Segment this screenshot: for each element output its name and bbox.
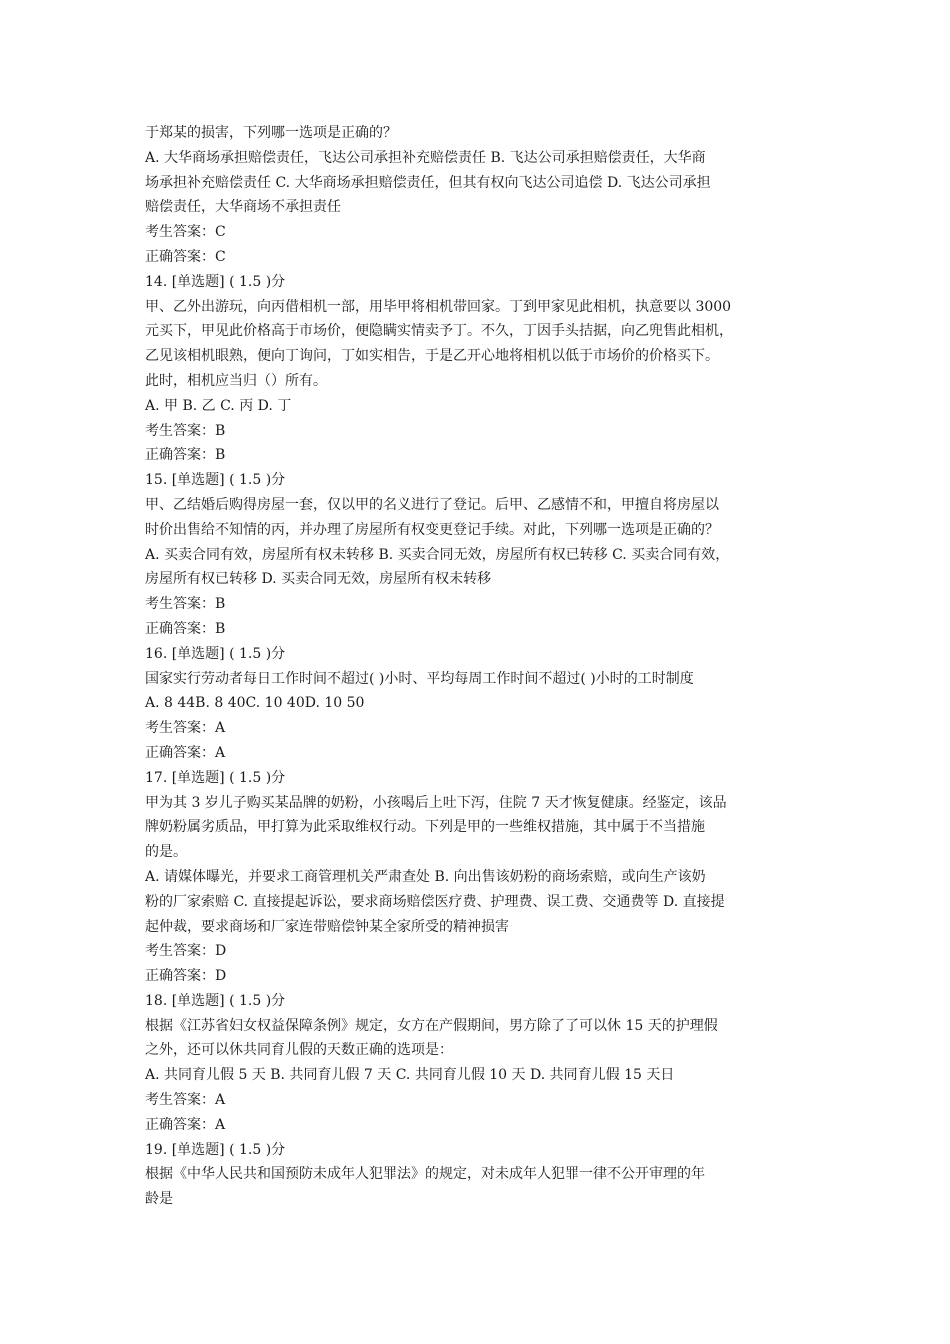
text-line: 场承担补充赔偿责任 C. 大华商场承担赔偿责任，但其有权向飞达公司追偿 D. 飞达公司承担: [145, 174, 711, 191]
text-line: 甲为其 3 岁儿子购买某品牌的奶粉，小孩喝后上吐下泻，住院 7 天才恢复健康。经鉴定，该品: [145, 794, 727, 811]
text-line: 正确答案：C: [145, 248, 226, 265]
text-line: 起仲裁，要求商场和厂家连带赔偿钟某全家所受的精神损害: [145, 918, 509, 935]
text-line: 17. [单选题] ( 1.5 )分: [145, 769, 286, 786]
text-line: 此时，相机应当归（）所有。: [145, 372, 327, 389]
text-line: A. 共同育儿假 5 天 B. 共同育儿假 7 天 C. 共同育儿假 10 天 D. 共同育儿假 15 天日: [145, 1067, 675, 1084]
document-page: [145, 121, 817, 1212]
text-line: 考生答案：A: [145, 1092, 226, 1109]
text-line: 甲、乙外出游玩，向丙借相机一部，用毕甲将相机带回家。丁到甲家见此相机，执意要以 3000: [145, 298, 732, 315]
text-line: 16. [单选题] ( 1.5 )分: [145, 645, 286, 662]
text-line: A. 买卖合同有效，房屋所有权未转移 B. 买卖合同无效，房屋所有权已转移 C. 买卖合同有效，: [145, 546, 730, 563]
text-line: 考生答案：B: [145, 596, 226, 613]
text-line: 正确答案：A: [145, 1116, 226, 1133]
text-line: 赔偿责任，大华商场不承担责任: [145, 199, 341, 216]
text-line: 19. [单选题] ( 1.5 )分: [145, 1141, 286, 1158]
text-line: A. 大华商场承担赔偿责任，飞达公司承担补充赔偿责任 B. 飞达公司承担赔偿责任，大华商: [145, 149, 706, 166]
text-line: 15. [单选题] ( 1.5 )分: [145, 472, 286, 489]
text-line: 正确答案：D: [145, 968, 227, 985]
text-line: 之外，还可以休共同育儿假的天数正确的选项是：: [145, 1042, 453, 1059]
text-line: 考生答案：A: [145, 720, 226, 737]
text-line: 龄是: [145, 1191, 173, 1208]
text-line: 正确答案：B: [145, 620, 226, 637]
text-line: 元买下，甲见此价格高于市场价，便隐瞒实情卖予丁。不久，丁因手头拮据，向乙兜售此相机，: [145, 323, 733, 340]
text-line: 牌奶粉属劣质品，甲打算为此采取维权行动。下列是甲的一些维权措施，其中属于不当措施: [145, 819, 705, 836]
text-line: 考生答案：D: [145, 943, 227, 960]
text-line: 房屋所有权已转移 D. 买卖合同无效，房屋所有权未转移: [145, 571, 492, 588]
text-line: 于郑某的损害，下列哪一选项是正确的？: [145, 125, 397, 141]
text-line: 乙见该相机眼熟，便向丁询问，丁如实相告，于是乙开心地将相机以低于市场价的价格买下。: [145, 348, 719, 365]
text-line: 正确答案：B: [145, 447, 226, 464]
text-line: 国家实行劳动者每日工作时间不超过( )小时、平均每周工作时间不超过( )小时的工时制度: [145, 670, 694, 687]
text-line: A. 请媒体曝光，并要求工商管理机关严肃查处 B. 向出售该奶粉的商场索赔，或向生产该奶: [145, 868, 706, 885]
text-line: 14. [单选题] ( 1.5 )分: [145, 273, 286, 290]
text-line: A. 甲 B. 乙 C. 丙 D. 丁: [145, 397, 292, 414]
text-line: 时价出售给不知情的丙，并办理了房屋所有权变更登记手续。对此，下列哪一选项是正确的？: [145, 521, 719, 538]
text-line: 考生答案：B: [145, 422, 226, 439]
text-line: 甲、乙结婚后购得房屋一套，仅以甲的名义进行了登记。后甲、乙感情不和，甲擅自将房屋以: [145, 496, 719, 513]
text-line: 根据《江苏省妇女权益保障条例》规定，女方在产假期间，男方除了了可以休 15 天的护理假: [145, 1017, 718, 1034]
text-line: 正确答案：A: [145, 744, 226, 761]
text-line: 的是。: [145, 844, 187, 861]
text-line: 考生答案：C: [145, 224, 226, 241]
text-line: 粉的厂家索赔 C. 直接提起诉讼，要求商场赔偿医疗费、护理费、误工费、交通费等 D. 直接提: [145, 893, 725, 910]
text-line: 根据《中华人民共和国预防未成年人犯罪法》的规定，对未成年人犯罪一律不公开审理的年: [145, 1166, 705, 1183]
text-line: A. 8 44B. 8 40C. 10 40D. 10 50: [145, 695, 365, 712]
text-line: 18. [单选题] ( 1.5 )分: [145, 992, 286, 1009]
